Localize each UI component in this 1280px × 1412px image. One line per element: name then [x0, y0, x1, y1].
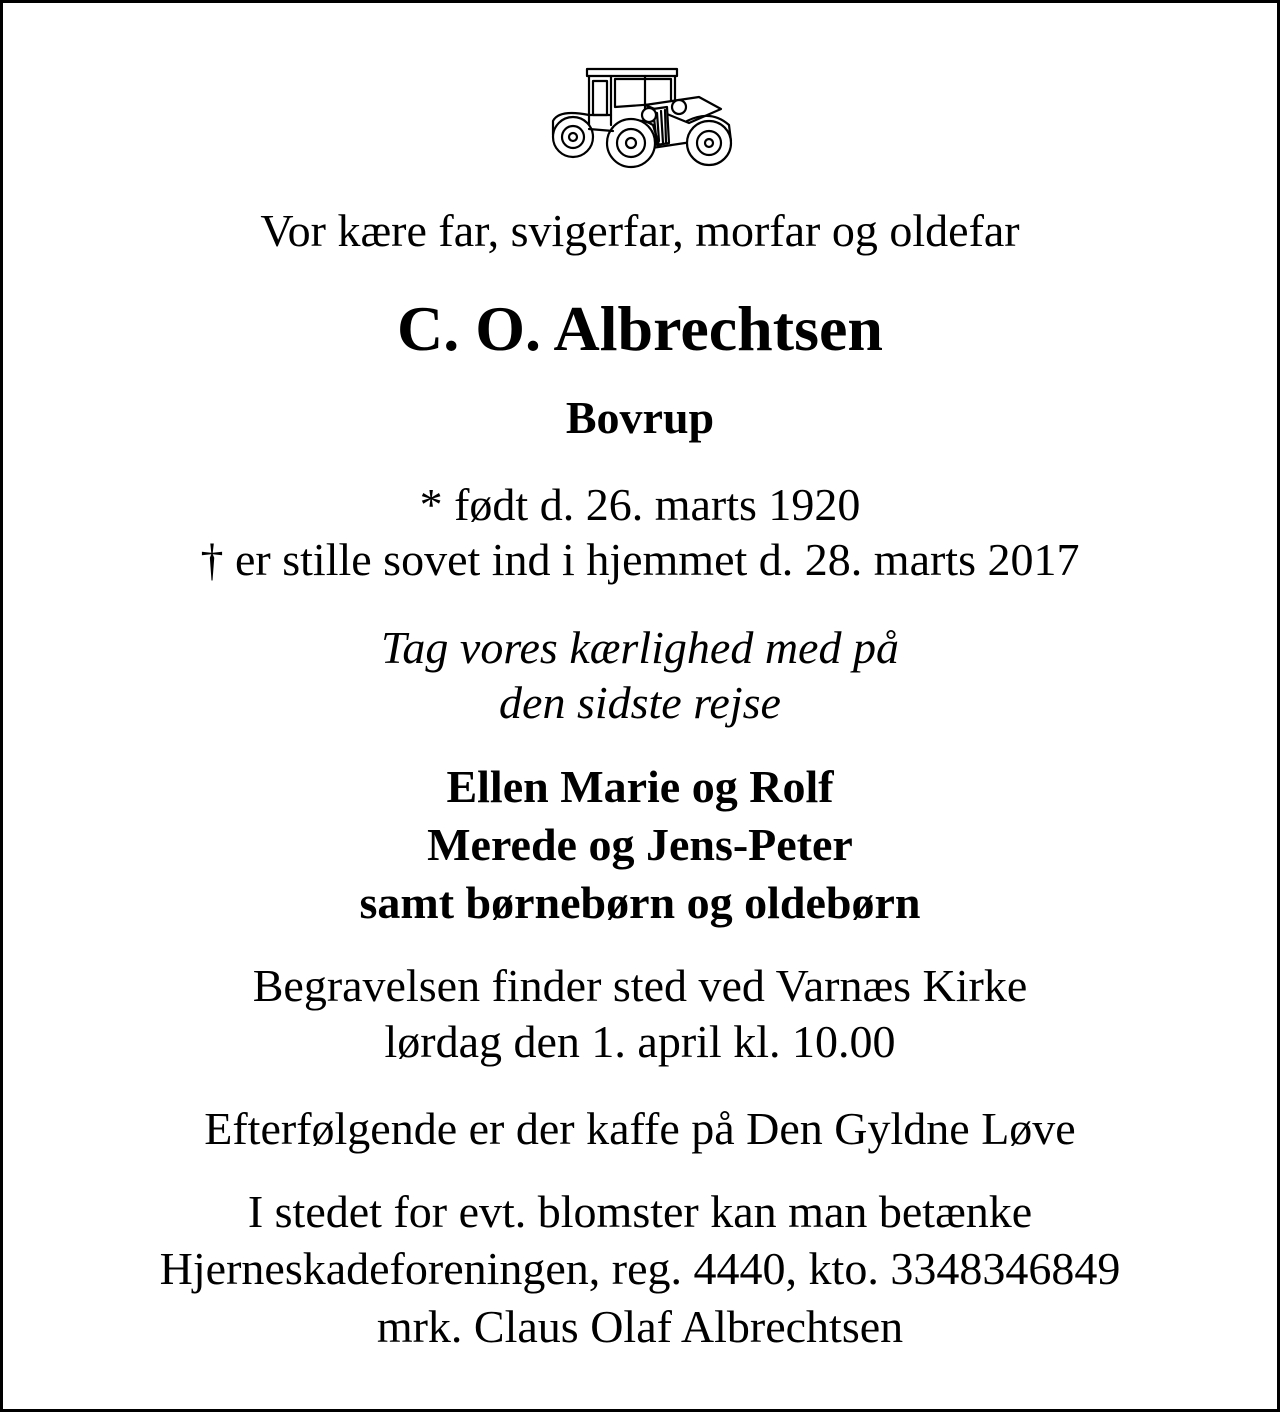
family-line: Merede og Jens-Peter — [427, 819, 853, 870]
deceased-name: C. O. Albrechtsen — [397, 293, 883, 364]
verse-line: den sidste rejse — [499, 677, 781, 728]
family-line: samt børnebørn og oldebørn — [359, 877, 921, 928]
verse-line: Tag vores kærlighed med på — [381, 622, 899, 673]
intro-text: Vor kære far, svigerfar, morfar og oldefar — [260, 205, 1020, 256]
family-line: Ellen Marie og Rolf — [446, 761, 834, 812]
residence: Bovrup — [565, 392, 715, 443]
donation-line: Hjerneskadeforeningen, reg. 4440, kto. 3348346849 — [159, 1243, 1121, 1294]
coffee-line: Efterfølgende er der kaffe på Den Gyldne Løve — [204, 1103, 1076, 1154]
birth-date: * født d. 26. marts 1920 — [419, 479, 861, 530]
funeral-line: lørdag den 1. april kl. 10.00 — [384, 1016, 896, 1067]
death-date: † er stille sovet ind i hjemmet d. 28. marts 2017 — [200, 534, 1080, 585]
funeral-line: Begravelsen finder sted ved Varnæs Kirke — [252, 960, 1028, 1011]
donation-line: mrk. Claus Olaf Albrechtsen — [376, 1301, 904, 1352]
donation-line: I stedet for evt. blomster kan man betænke — [247, 1186, 1033, 1237]
vintage-car-icon — [549, 65, 737, 171]
